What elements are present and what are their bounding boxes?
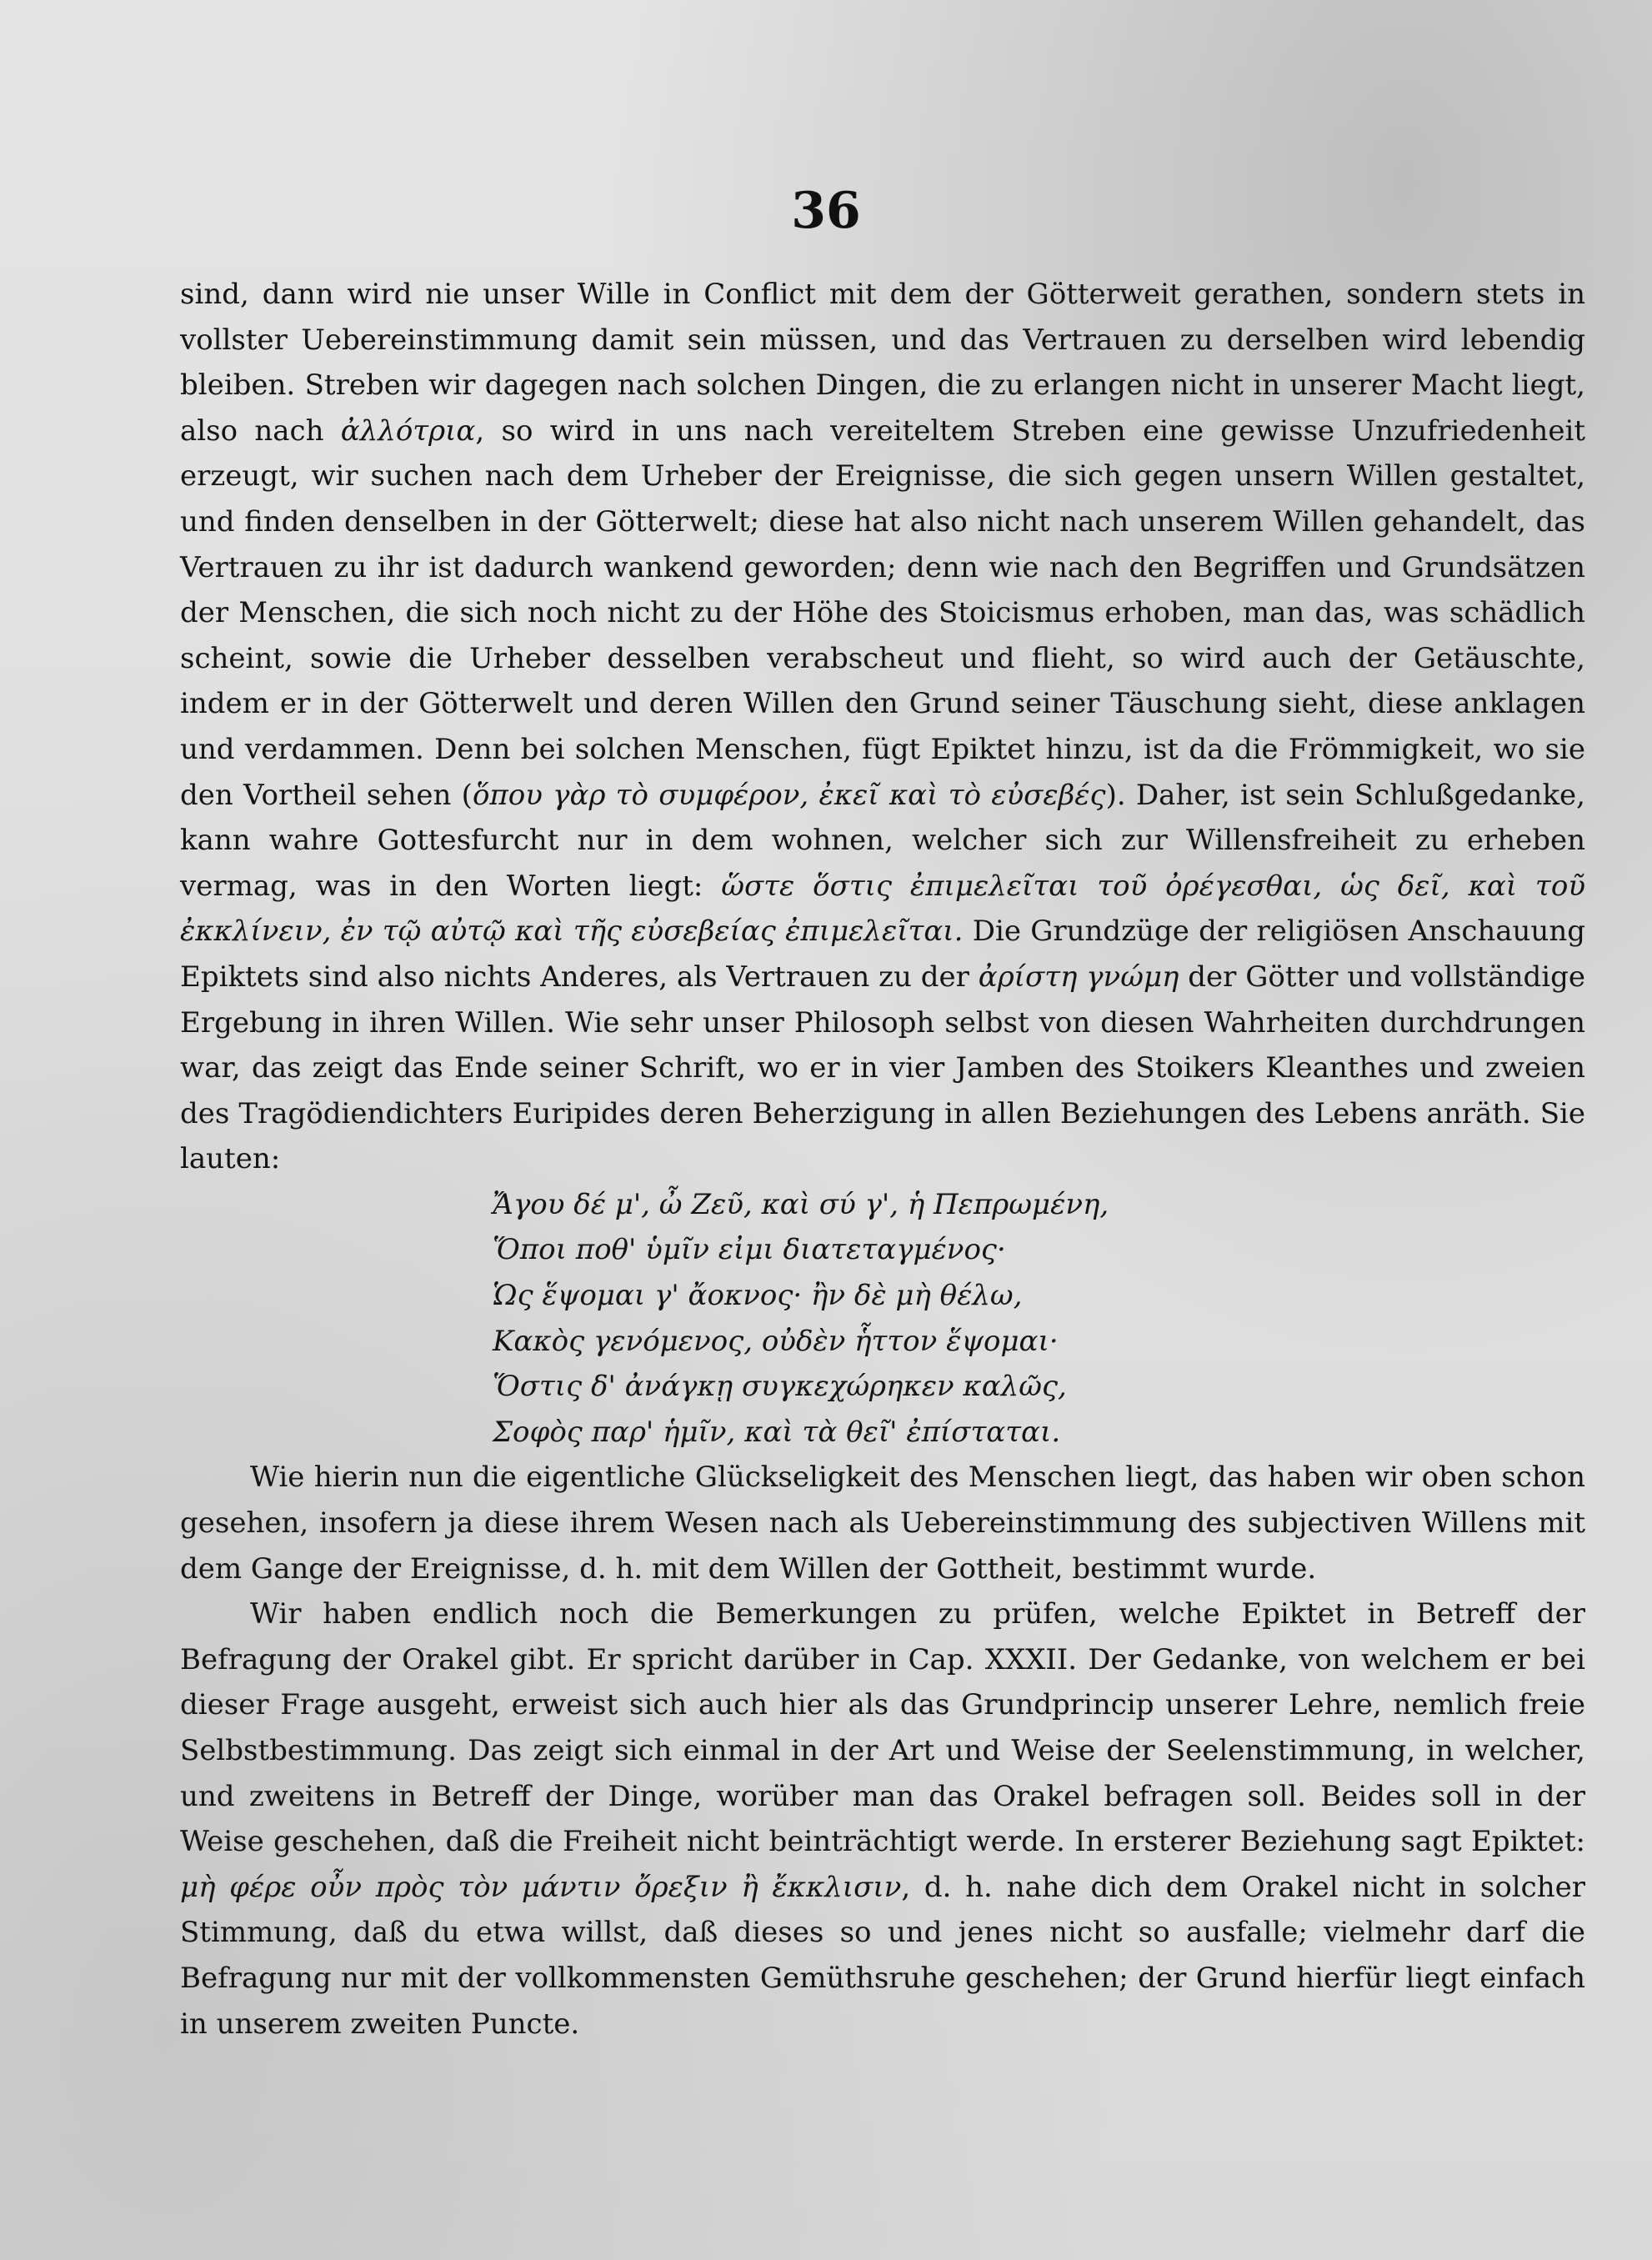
greek-phrase: ὅπου γὰρ τὸ συμφέρον, ἐκεῖ καὶ τὸ εὐσεβές [472, 778, 1106, 812]
verse-line: Ἄγου δέ μ', ὦ Ζεῦ, καὶ σύ γ', ἡ Πεπρωμένη, [493, 1187, 1109, 1221]
text-run: ). Daher, ist sein Schlußgedanke, kann wahre Gottesfurcht nur in dem wohnen, welcher sich zur Willensfreiheit zu erheben vermag, was in den Worten liegt: [180, 778, 1585, 903]
text-run: der Götter und vollständige Ergebung in ihren Willen. Wie sehr unser Philosoph selbst von diesen Wahrheiten durchdrungen war, das zeigt das Ende seiner Schrift, wo er in vier Jamben des Stoikers Kleanthes und zweien des Tragödiendichters Euripides deren Beherzigung in allen Beziehungen des Lebens anräth. Sie lauten: [180, 960, 1586, 1176]
text-run: , d. h. nahe dich dem Orakel nicht in solcher Stimmung, daß du etwa willst, daß dieses so und jenes nicht so ausfalle; vielmehr darf die Befragung nur mit der vollkommensten Gemüthsruhe geschehen; der Grund hierfür liegt einfach in unserem zweiten Puncte. [180, 1870, 1585, 2041]
text-run: sind, dann wird nie unser Wille in Conflict mit dem der Götterweit gerathen, sondern stets in vollster Uebereinstimmung damit sein müssen, und das Vertrauen zu derselben wird lebendig bleiben. Streben wir dagegen nach solchen Dingen, die zu erlangen nicht in unserer Macht liegt, also nach [180, 278, 1585, 448]
greek-verse-quote [180, 1182, 1585, 1456]
text-run: Die Grundzüge der religiösen Anschauung Epiktets sind also nichts Anderes, als Vertrauen zu der [180, 915, 1585, 994]
verse-line: Ὡς ἕψομαι γ' ἄοκνος· ἢν δὲ μὴ θέλω, [493, 1279, 1023, 1313]
verse-line: Κακὸς γενόμενος, οὐδὲν ἧττον ἕψομαι· [493, 1324, 1059, 1358]
text-run: , so wird in uns nach vereiteltem Streben eine gewisse Unzufriedenheit erzeugt, wir suchen nach dem Urheber der Ereignisse, die sich gegen unsern Willen gestaltet, und finden denselben in der Götterwelt; diese hat also nicht nach unserem Willen gehandelt, das Vertrauen zu ihr ist dadurch wankend geworden; denn wie nach den Begriffen und Grundsätzen der Menschen, die sich noch nicht zu der Höhe des Stoicismus erhoben, man das, was schädlich scheint, sowie die Urheber desselben verabscheut und flieht, so wird auch der Getäuschte, indem er in der Götterwelt und deren Willen den Grund seiner Täuschung sieht, diese anklagen und verdammen. Denn bei solchen Menschen, fügt Epiktet hinzu, ist da die Frömmigkeit, wo sie den Vortheil sehen ( [180, 413, 1585, 812]
verse-line: Ὅποι ποθ' ὑμῖν εἰμι διατεταγμένος· [493, 1233, 1006, 1267]
page-body [180, 272, 1585, 2047]
verse-line: Ὅστις δ' ἀνάγκῃ συγκεχώρηκεν καλῶς, [493, 1370, 1067, 1404]
verse-line: Σοφὸς παρ' ἡμῖν, καὶ τὰ θεῖ' ἐπίσταται. [493, 1415, 1061, 1449]
page-number: 36 [791, 182, 861, 240]
paragraph-oracle [180, 1591, 1585, 2047]
greek-phrase: ὥστε ὅστις ἐπιμελεῖται τοῦ ὀρέγεσθαι, ὡς δεῖ, καὶ τοῦ ἐκκλίνειν, ἐν τῷ αὐτῷ καὶ τῆς εὐσεβείας ἐπιμελεῖται. [180, 869, 1585, 949]
paragraph-happiness: Wie hierin nun die eigentliche Glückseligkeit des Menschen liegt, das haben wir oben schon gesehen, insofern ja diese ihrem Wesen nach als Uebereinstimmung des subjectiven Willens mit dem Gange der Ereignisse, d. h. mit dem Willen der Gottheit, bestimmt wurde. [180, 1461, 1585, 1586]
text-run: Wir haben endlich noch die Bemerkungen zu prüfen, welche Epiktet in Betreff der Befragung der Orakel gibt. Er spricht darüber in Cap. XXXII. Der Gedanke, von welchem er bei dieser Frage ausgeht, erweist sich auch hier als das Grundprincip unserer Lehre, nemlich freie Selbstbestimmung. Das zeigt sich einmal in der Art und Weise der Seelenstimmung, in welcher, und zweitens in Betreff der Dinge, worüber man das Orakel befragen soll. Beides soll in der Weise geschehen, daß die Freiheit nicht beinträchtigt werde. In ersterer Beziehung sagt Epiktet: [180, 1597, 1585, 1859]
greek-phrase: ἀρίστη γνώμη [978, 960, 1179, 994]
greek-phrase: μὴ φέρε οὖν πρὸς τὸν μάντιν ὄρεξιν ἢ ἔκκλισιν [180, 1870, 902, 1904]
paragraph-stoic-faith [180, 272, 1585, 1182]
greek-phrase: ἀλλότρια [340, 413, 476, 448]
